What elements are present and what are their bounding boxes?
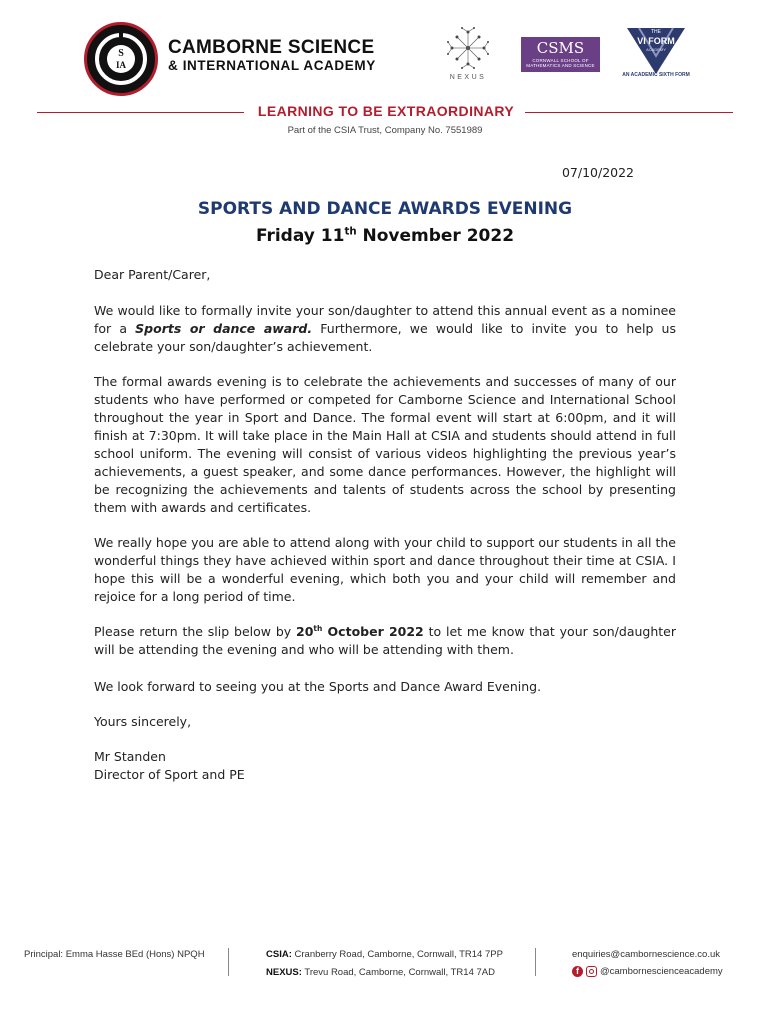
letter-title: SPORTS AND DANCE AWARDS EVENING xyxy=(197,199,573,219)
school-logo xyxy=(84,22,158,96)
signer-name: Mr Standen xyxy=(94,749,166,764)
event-day: Friday 11 xyxy=(255,226,345,246)
return-text-cont: to let me know that your son/daughter will be attending the evening and who will be attending with them. xyxy=(94,624,676,657)
vi-form-the: THE xyxy=(651,29,661,35)
award-emphasis: Sports or dance award. xyxy=(135,321,313,336)
motto-rule-right xyxy=(525,112,733,113)
footer-principal: Principal: Emma Hasse BEd (Hons) NPQH xyxy=(24,949,205,960)
letter-date: 07/10/2022 xyxy=(561,165,634,180)
footer-divider xyxy=(535,948,536,976)
footer-social xyxy=(572,966,723,977)
invitation-text-cont: Furthermore, we would like to invite you to help us celebrate your son/daughter’s achievement. xyxy=(94,321,676,354)
paragraph-event-details: The formal awards evening is to celebrate the achievements and successes of many of our students who have performed or competed for Camborne Science and International School throughout the year in Sport and Dance. The formal event will start at 6:00pm, and it will finish at 7:30pm. It will take place in the Main Hall at CSIA and students should attend in full school uniform. The evening will consist of various videos highlighting the previous year’s achievements, a guest speaker, and some dance performances. However, the highlight will be recognizing the achievements and talents of students across the school by presenting them with awards and certificates. xyxy=(94,374,676,515)
closing: Yours sincerely, xyxy=(94,714,192,729)
deadline-ordinal: th xyxy=(313,623,323,633)
csms-subtitle: CORNWALL SCHOOL OF MATHEMATICS AND SCIENCE xyxy=(526,58,595,68)
school-name: CAMBORNE SCIENCE xyxy=(168,37,375,58)
footer-email[interactable]: enquiries@cambornescience.co.uk xyxy=(572,949,720,960)
deadline-month: October 2022 xyxy=(322,624,424,639)
paragraph-invitation xyxy=(94,302,676,356)
signer-role: Director of Sport and PE xyxy=(94,767,245,782)
return-text: Please return the slip below by xyxy=(94,624,296,639)
return-deadline xyxy=(296,624,424,639)
event-month-year: November 2022 xyxy=(356,226,515,246)
nexus-logo-icon xyxy=(444,24,492,72)
csms-title: CSMS xyxy=(536,39,585,57)
paragraph-look-forward: We look forward to seeing you at the Sports and Dance Award Evening. xyxy=(94,679,542,694)
svg-text:S: S xyxy=(118,48,124,59)
csms-logo xyxy=(521,37,600,72)
instagram-icon[interactable] xyxy=(586,966,597,977)
facebook-icon[interactable]: f xyxy=(572,966,583,977)
event-day-ordinal: th xyxy=(344,226,357,238)
vi-form-caption: AN ACADEMIC SIXTH FORM xyxy=(622,72,690,78)
school-subtitle: & INTERNATIONAL ACADEMY xyxy=(168,58,376,73)
footer-nexus-address xyxy=(266,967,495,978)
motto-rule-left xyxy=(37,112,244,113)
social-handle[interactable]: @cambornescienceacademy xyxy=(600,966,723,977)
paragraph-hope: We really hope you are able to attend along with your child to support our students in all the wonderful things they have achieved within sport and dance throughout their time at CSIA. I hope this will be a wonderful evening, which both you and your child will remember and rejoice for a long period of time. xyxy=(94,535,676,604)
nexus-label: NEXUS xyxy=(449,74,487,81)
invitation-text: We would like to formally invite your son/daughter to attend this annual event as a nominee for a xyxy=(94,303,676,336)
motto: LEARNING TO BE EXTRAORDINARY xyxy=(257,103,515,119)
trust-line: Part of the CSIA Trust, Company No. 7551989 xyxy=(287,125,483,136)
nexus-address-label: NEXUS: xyxy=(266,967,302,978)
footer-divider xyxy=(228,948,229,976)
salutation: Dear Parent/Carer, xyxy=(94,267,211,282)
paragraph-return-slip xyxy=(94,623,676,659)
vi-form-title: VI FORM xyxy=(637,36,675,46)
nexus-address: Trevu Road, Camborne, Cornwall, TR14 7AD xyxy=(301,967,495,978)
csia-label: CSIA: xyxy=(266,949,292,960)
svg-text:IA: IA xyxy=(115,60,127,70)
event-date xyxy=(94,226,676,246)
csia-address: Cranberry Road, Camborne, Cornwall, TR14 7PP xyxy=(291,949,503,960)
footer-csia-address xyxy=(266,949,503,960)
deadline-day: 20 xyxy=(296,624,314,639)
vi-form-subtitle: ACADEMY xyxy=(646,47,666,52)
csia-crest-icon xyxy=(87,25,155,93)
